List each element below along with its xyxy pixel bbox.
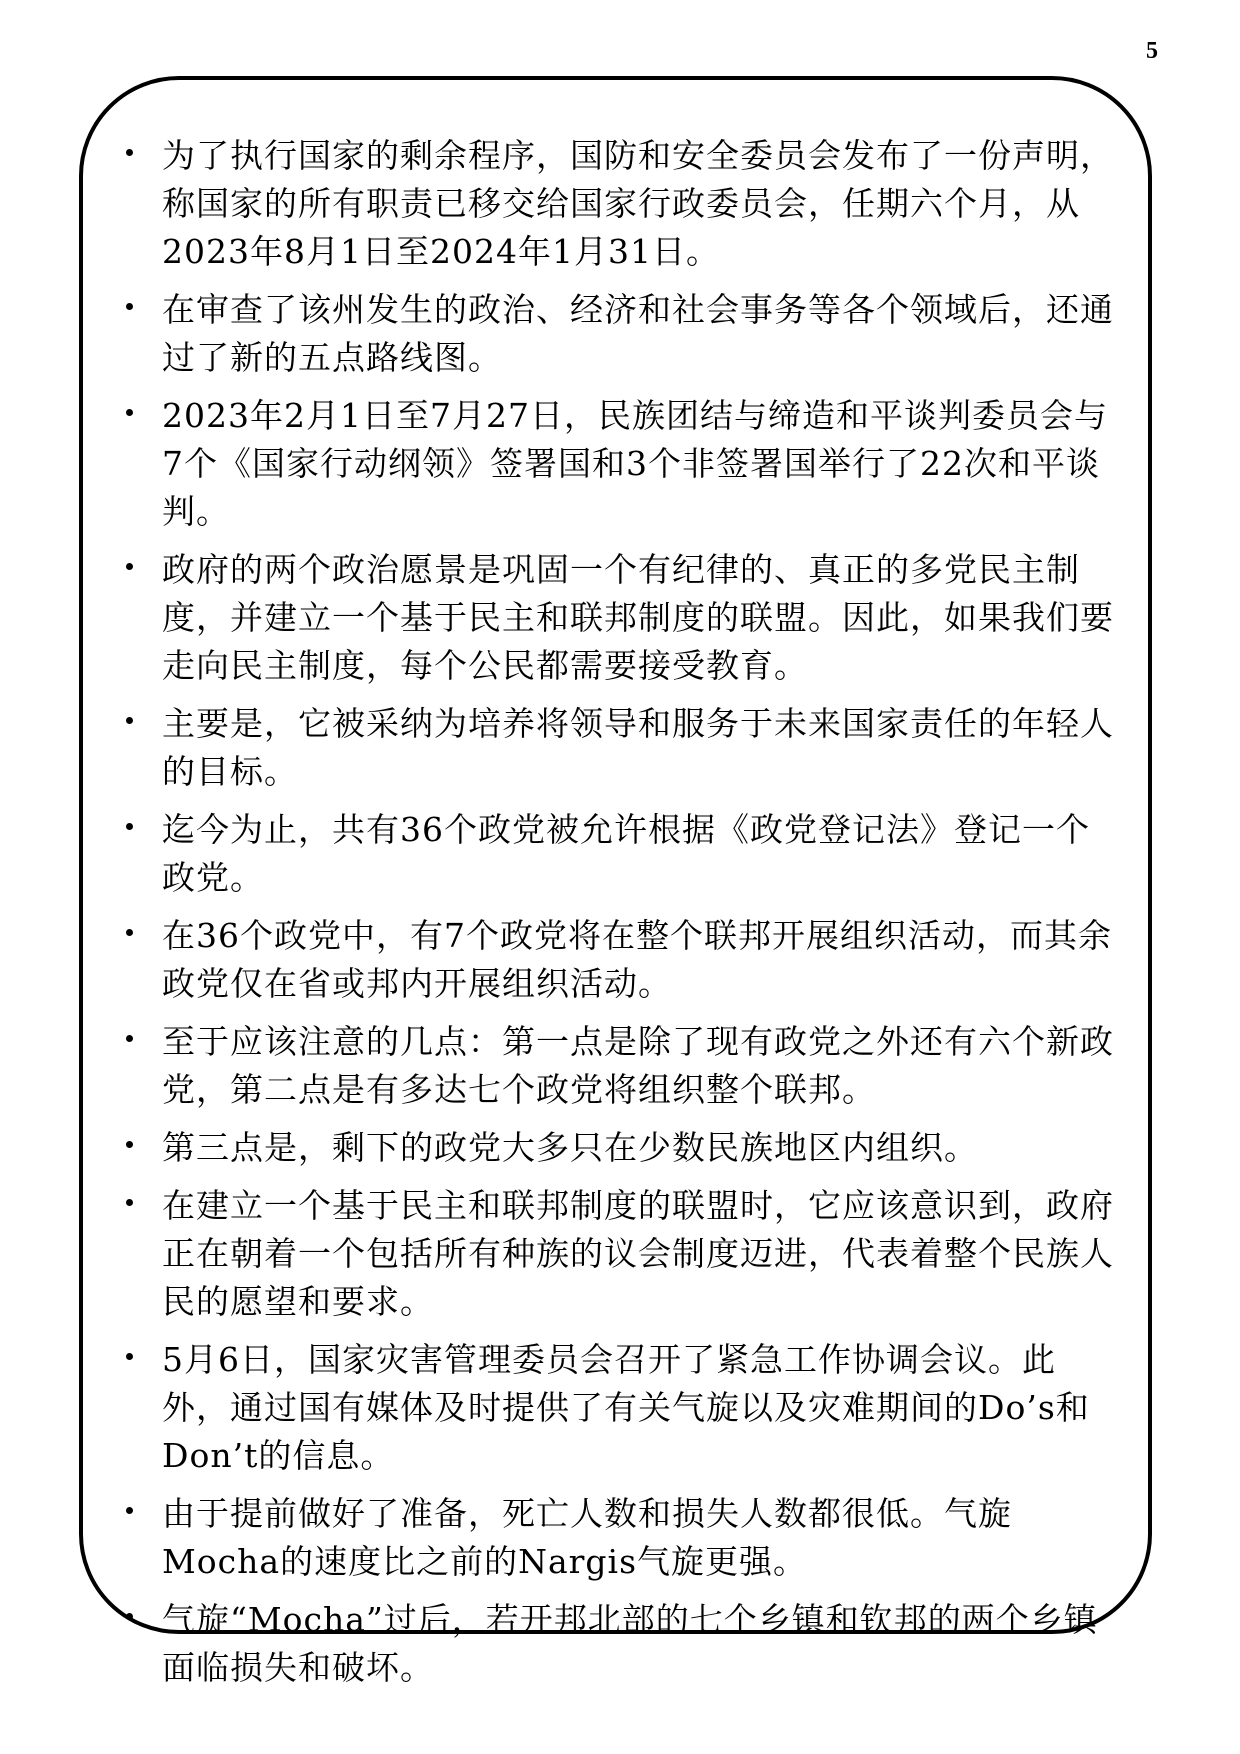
bullet-icon [126, 929, 133, 936]
bullet-icon [126, 1141, 133, 1148]
bullet-text: 政府的两个政治愿景是巩固一个有纪律的、真正的多党民主制度，并建立一个基于民主和联邦制度的联盟。因此，如果我们要走向民主制度，每个公民都需要接受教育。 [162, 550, 1114, 685]
list-item [113, 1336, 1123, 1480]
list-item [113, 806, 1123, 902]
bullet-icon [126, 563, 133, 570]
list-item [113, 1018, 1123, 1114]
bullet-text: 在36个政党中，有7个政党将在整个联邦开展组织活动，而其余政党仅在省或邦内开展组织活动。 [162, 916, 1112, 1003]
list-item [113, 1490, 1123, 1586]
list-item [113, 1124, 1123, 1172]
list-item [113, 392, 1123, 536]
bullet-text: 主要是，它被采纳为培养将领导和服务于未来国家责任的年轻人的目标。 [162, 704, 1114, 791]
bullet-list [113, 132, 1123, 1702]
bullet-icon [126, 823, 133, 830]
bullet-icon [126, 149, 133, 156]
bullet-text: 气旋“Mocha”过后，若开邦北部的七个乡镇和钦邦的两个乡镇面临损失和破坏。 [162, 1600, 1098, 1687]
bullet-text: 5月6日，国家灾害管理委员会召开了紧急工作协调会议。此外，通过国有媒体及时提供了有关气旋以及灾难期间的Do’s和Don’t的信息。 [162, 1340, 1090, 1475]
list-item [113, 132, 1123, 276]
bullet-text: 在建立一个基于民主和联邦制度的联盟时，它应该意识到，政府正在朝着一个包括所有种族的议会制度迈进，代表着整个民族人民的愿望和要求。 [162, 1186, 1114, 1321]
bullet-icon [126, 409, 133, 416]
bullet-icon [126, 1507, 133, 1514]
page-number: 5 [1146, 38, 1158, 64]
bullet-icon [126, 717, 133, 724]
bullet-text: 在审查了该州发生的政治、经济和社会事务等各个领域后，还通过了新的五点路线图。 [162, 290, 1114, 377]
list-item [113, 286, 1123, 382]
bullet-text: 2023年2月1日至7月27日，民族团结与缔造和平谈判委员会与7个《国家行动纲领》签署国和3个非签署国举行了22次和平谈判。 [162, 396, 1108, 531]
list-item [113, 1182, 1123, 1326]
bullet-icon [126, 303, 133, 310]
bullet-icon [126, 1199, 133, 1206]
bullet-text: 由于提前做好了准备，死亡人数和损失人数都很低。气旋Mocha的速度比之前的Nargis气旋更强。 [162, 1494, 1012, 1581]
list-item [113, 912, 1123, 1008]
bullet-text: 迄今为止，共有36个政党被允许根据《政党登记法》登记一个政党。 [162, 810, 1090, 897]
bullet-text: 至于应该注意的几点：第一点是除了现有政党之外还有六个新政党，第二点是有多达七个政党将组织整个联邦。 [162, 1022, 1114, 1109]
list-item [113, 700, 1123, 796]
bullet-icon [126, 1613, 133, 1620]
bullet-icon [126, 1353, 133, 1360]
bullet-text: 第三点是，剩下的政党大多只在少数民族地区内组织。 [162, 1128, 978, 1167]
bullet-icon [126, 1035, 133, 1042]
list-item [113, 1596, 1123, 1692]
bullet-text: 为了执行国家的剩余程序，国防和安全委员会发布了一份声明，称国家的所有职责已移交给国家行政委员会，任期六个月，从2023年8月1日至2024年1月31日。 [162, 136, 1114, 271]
list-item [113, 546, 1123, 690]
